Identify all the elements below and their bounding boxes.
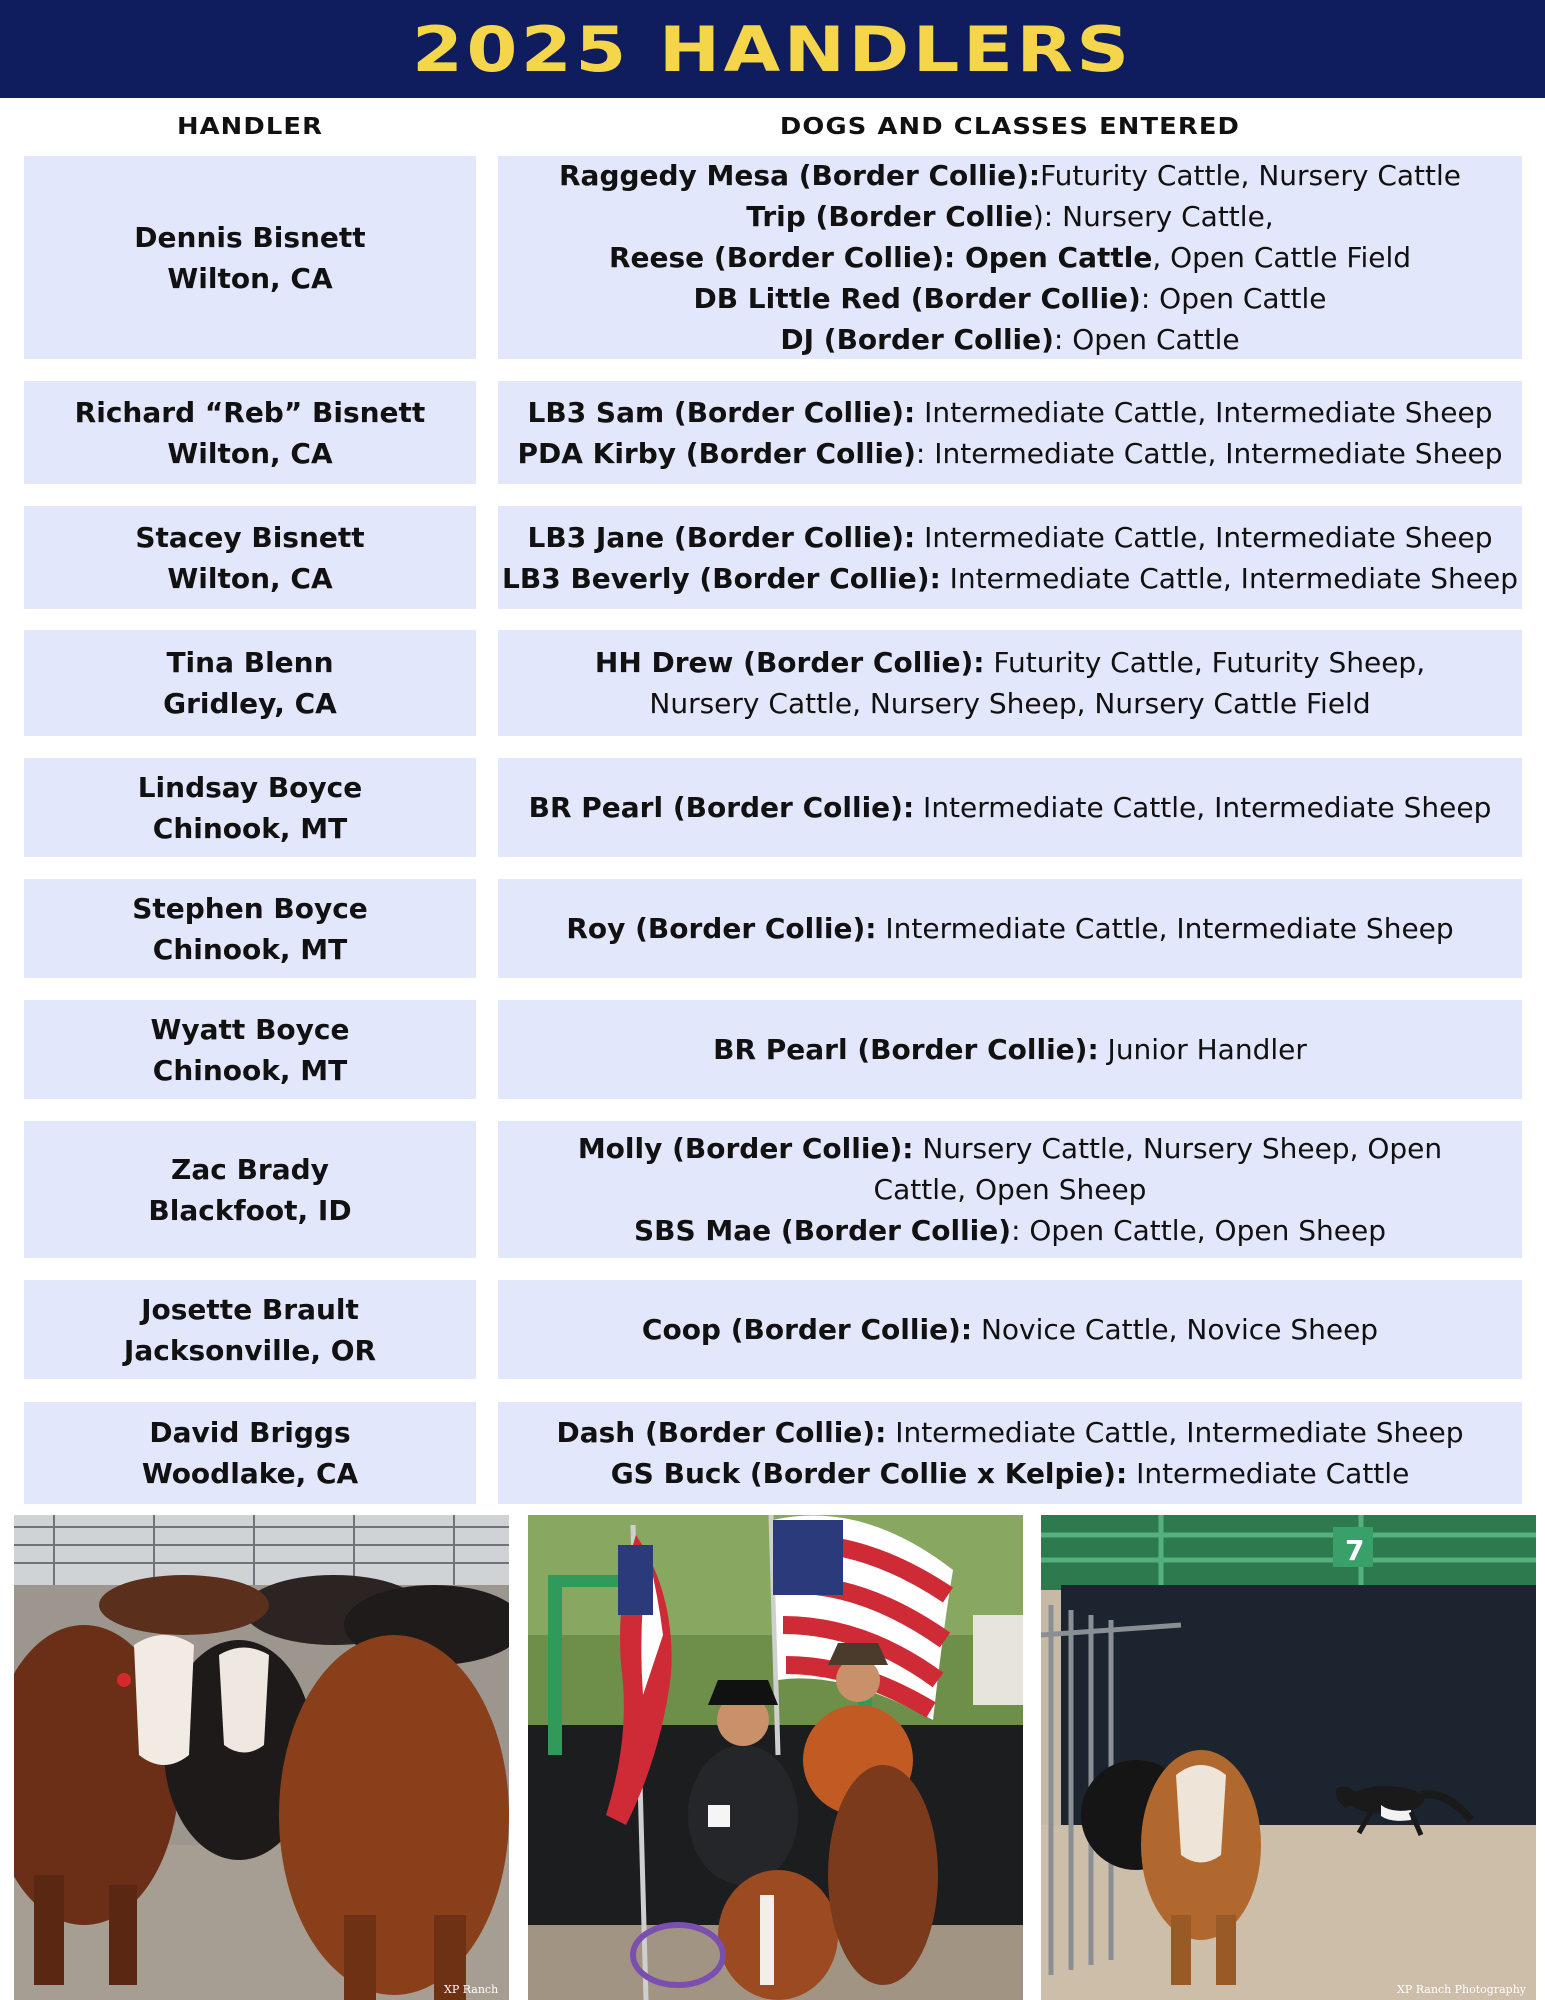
page-title: 2025 HANDLERS xyxy=(412,12,1133,86)
dog-entry xyxy=(502,558,1518,599)
dog-name: PDA Kirby (Border Collie) xyxy=(517,436,916,470)
photo-strip xyxy=(0,1515,1545,2000)
dog-classes: ): Nursery Cattle, xyxy=(1032,200,1274,233)
handler-name: David Briggs xyxy=(149,1416,351,1449)
handler-name: Josette Brault xyxy=(141,1292,359,1326)
handler-row-josette-brault xyxy=(0,1280,1545,1379)
dogs-cell xyxy=(498,1402,1522,1504)
handler-location: Wilton, CA xyxy=(167,261,333,295)
dog-entry xyxy=(517,433,1502,474)
dog-name: Roy (Border Collie): xyxy=(566,912,877,945)
dog-classes: Intermediate Cattle, Intermediate Sheep xyxy=(876,912,1454,945)
handler-location: Gridley, CA xyxy=(163,687,337,720)
dog-classes: : Open Cattle, Open Sheep xyxy=(1011,1214,1386,1247)
handler-location: Blackfoot, ID xyxy=(148,1193,352,1227)
dog-name: DB Little Red (Border Collie) xyxy=(693,282,1141,315)
dog-name: BR Pearl (Border Collie): xyxy=(713,1033,1099,1066)
handler-name: Lindsay Boyce xyxy=(137,770,363,804)
dog-entry xyxy=(528,1128,1492,1210)
photo-watermark: XP Ranch Photography xyxy=(1397,1983,1526,1996)
dog-classes: Intermediate Cattle, Intermediate Sheep xyxy=(940,561,1518,595)
flag-riders-photo xyxy=(528,1515,1023,2000)
handler-location: Woodlake, CA xyxy=(141,1457,359,1490)
dog-name: Raggedy Mesa (Border Collie): xyxy=(558,159,1041,192)
dog-entry xyxy=(746,196,1273,237)
handler-name: Tina Blenn xyxy=(166,646,334,679)
dog-classes: Intermediate Cattle, Intermediate Sheep xyxy=(914,791,1492,824)
handler-location: Wilton, CA xyxy=(167,561,333,595)
cattle-photo xyxy=(14,1515,509,2000)
dog-entry xyxy=(713,1029,1307,1070)
dog-name: Molly (Border Collie): xyxy=(577,1132,914,1165)
dog-name: LB3 Jane (Border Collie): xyxy=(527,520,916,554)
handler-cell xyxy=(24,156,476,359)
handler-cell xyxy=(24,1121,476,1258)
dog-name: HH Drew (Border Collie): xyxy=(594,646,985,679)
cattle-photo-illustration xyxy=(14,1515,509,2000)
dog-classes: Intermediate Cattle, Intermediate Sheep xyxy=(886,1416,1464,1449)
dogs-cell xyxy=(498,1000,1522,1099)
dogs-cell xyxy=(498,1280,1522,1379)
dog-classes: Futurity Cattle, Nursery Cattle xyxy=(1040,159,1461,192)
dogs-cell xyxy=(498,1121,1522,1258)
dog-name: SBS Mae (Border Collie) xyxy=(634,1214,1012,1247)
dog-cattle-illustration xyxy=(1041,1515,1536,2000)
handler-name: Zac Brady xyxy=(171,1152,329,1186)
handler-cell xyxy=(24,630,476,736)
handler-cell xyxy=(24,758,476,857)
title-banner xyxy=(0,0,1545,98)
dog-name: Reese (Border Collie): Open Cattle xyxy=(608,241,1153,274)
dog-name: Dash (Border Collie): xyxy=(556,1416,887,1449)
dog-classes: , Open Cattle Field xyxy=(1152,241,1412,274)
dogs-cell xyxy=(498,381,1522,484)
handler-location: Wilton, CA xyxy=(167,436,333,470)
handler-row-lindsay-boyce xyxy=(0,758,1545,857)
dog-cattle-photo xyxy=(1041,1515,1536,2000)
handler-row-richard-bisnett xyxy=(0,381,1545,484)
dog-classes: Intermediate Cattle, Intermediate Sheep xyxy=(915,395,1493,429)
handler-cell xyxy=(24,1280,476,1379)
handler-name: Stephen Boyce xyxy=(132,891,368,925)
dog-classes: : Open Cattle xyxy=(1053,323,1240,356)
handler-cell xyxy=(24,381,476,484)
handler-name: Dennis Bisnett xyxy=(134,220,366,254)
handler-name: Stacey Bisnett xyxy=(135,520,365,554)
dog-entry xyxy=(559,155,1461,196)
dog-entry xyxy=(566,908,1453,949)
dog-classes: Intermediate Cattle xyxy=(1127,1457,1410,1490)
handler-cell xyxy=(24,879,476,978)
dogs-column-header: DOGS AND CLASSES ENTERED xyxy=(779,114,1241,140)
dog-name: LB3 Sam (Border Collie): xyxy=(527,395,916,429)
handler-location: Jacksonville, OR xyxy=(123,1333,377,1367)
handler-row-wyatt-boyce xyxy=(0,1000,1545,1099)
dog-entry xyxy=(634,1210,1386,1251)
dog-entry xyxy=(529,787,1492,828)
handler-cell xyxy=(24,1000,476,1099)
dog-classes: Novice Cattle, Novice Sheep xyxy=(972,1313,1379,1346)
dog-name: LB3 Beverly (Border Collie): xyxy=(502,561,941,595)
handler-row-zac-brady xyxy=(0,1121,1545,1258)
dog-name: Coop (Border Collie): xyxy=(641,1313,973,1346)
dog-entry xyxy=(642,1309,1378,1350)
dog-name: DJ (Border Collie) xyxy=(780,323,1054,356)
handler-row-stephen-boyce xyxy=(0,879,1545,978)
photo-watermark: XP Ranch xyxy=(444,1983,499,1996)
handler-row-dennis-bisnett xyxy=(0,156,1545,359)
flag-riders-illustration xyxy=(528,1515,1023,2000)
dog-name: Trip (Border Collie xyxy=(746,200,1033,233)
dog-classes: Nursery Cattle, Nursery Sheep, Open Cattle, Open Sheep xyxy=(873,1132,1443,1206)
dog-entry xyxy=(528,517,1493,558)
handler-name: Wyatt Boyce xyxy=(150,1012,350,1046)
dog-entry xyxy=(780,319,1239,360)
dogs-cell xyxy=(498,506,1522,609)
handler-location: Chinook, MT xyxy=(152,1053,348,1087)
dogs-cell xyxy=(498,630,1522,736)
dog-entry xyxy=(556,1412,1463,1453)
dog-entry xyxy=(693,278,1326,319)
dog-classes: Junior Handler xyxy=(1098,1033,1307,1066)
dog-name: GS Buck (Border Collie x Kelpie): xyxy=(610,1457,1128,1490)
handler-row-tina-blenn xyxy=(0,630,1545,736)
dogs-cell xyxy=(498,879,1522,978)
dog-entry xyxy=(609,237,1411,278)
handler-cell xyxy=(24,1402,476,1504)
dog-classes: : Intermediate Cattle, Intermediate Sheep xyxy=(915,436,1503,470)
handler-location: Chinook, MT xyxy=(152,932,348,966)
handler-column-header: HANDLER xyxy=(176,114,324,140)
dog-entry xyxy=(538,642,1482,724)
dog-classes: : Open Cattle xyxy=(1140,282,1327,315)
dog-entry xyxy=(611,1453,1410,1494)
pen-number: 7 xyxy=(1345,1534,1365,1567)
handler-location: Chinook, MT xyxy=(152,811,348,845)
dog-name: BR Pearl (Border Collie): xyxy=(528,791,915,824)
handler-row-stacey-bisnett xyxy=(0,506,1545,609)
dog-entry xyxy=(528,392,1493,433)
dog-classes: Futurity Cattle, Futurity Sheep, Nursery Cattle, Nursery Sheep, Nursery Cattle Field xyxy=(649,646,1426,720)
handler-row-david-briggs xyxy=(0,1402,1545,1504)
dog-classes: Intermediate Cattle, Intermediate Sheep xyxy=(915,520,1493,554)
handler-cell xyxy=(24,506,476,609)
dogs-cell xyxy=(498,758,1522,857)
dogs-cell xyxy=(498,156,1522,359)
handler-name: Richard “Reb” Bisnett xyxy=(74,395,426,429)
